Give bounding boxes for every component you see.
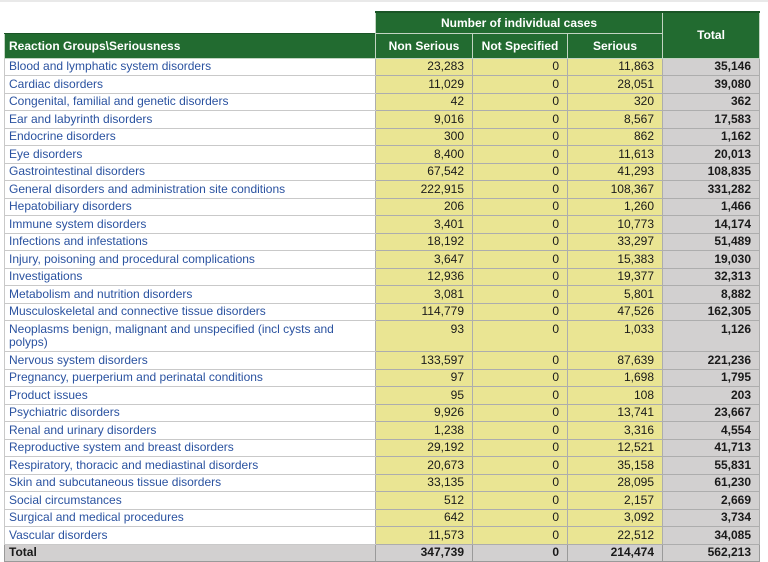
cell-not-specified: 0 (473, 58, 568, 76)
cell-not-specified: 0 (473, 509, 568, 527)
table-row (5, 111, 760, 129)
column-header-non-serious: Non Serious (376, 33, 473, 58)
column-header-not-specified: Not Specified (473, 33, 568, 58)
row-label-header: Reaction Groups\Seriousness (5, 33, 376, 58)
cell-total: 203 (663, 387, 760, 405)
reaction-group-link[interactable]: Ear and labyrinth disorders (5, 111, 376, 129)
cell-serious: 87,639 (568, 352, 663, 370)
cell-total: 14,174 (663, 216, 760, 234)
cell-non-serious: 18,192 (376, 233, 473, 251)
reaction-group-link[interactable]: Endocrine disorders (5, 128, 376, 146)
header-spacer (5, 12, 376, 33)
table-row (5, 146, 760, 164)
cell-non-serious: 11,029 (376, 76, 473, 94)
cell-total: 1,795 (663, 369, 760, 387)
cell-not-specified: 0 (473, 422, 568, 440)
total-column-header: Total (663, 12, 760, 58)
cell-not-specified: 0 (473, 527, 568, 545)
table-row (5, 181, 760, 199)
cell-serious: 5,801 (568, 286, 663, 304)
reaction-group-link[interactable]: Cardiac disorders (5, 76, 376, 94)
cell-serious: 12,521 (568, 439, 663, 457)
cell-total: 8,882 (663, 286, 760, 304)
cell-non-serious: 3,647 (376, 251, 473, 269)
reaction-group-link[interactable]: Reproductive system and breast disorders (5, 439, 376, 457)
cell-total: 32,313 (663, 268, 760, 286)
cell-not-specified: 0 (473, 404, 568, 422)
cell-non-serious: 29,192 (376, 439, 473, 457)
cell-non-serious: 3,401 (376, 216, 473, 234)
cell-non-serious: 33,135 (376, 474, 473, 492)
cell-serious: 28,095 (568, 474, 663, 492)
reaction-group-link[interactable]: Eye disorders (5, 146, 376, 164)
cell-total: 3,734 (663, 509, 760, 527)
table-row (5, 422, 760, 440)
cell-non-serious: 222,915 (376, 181, 473, 199)
reaction-group-link[interactable]: Injury, poisoning and procedural complications (5, 251, 376, 269)
cell-not-specified: 0 (473, 474, 568, 492)
table-row (5, 369, 760, 387)
table-row (5, 76, 760, 94)
reaction-group-link[interactable]: Product issues (5, 387, 376, 405)
table-row (5, 216, 760, 234)
reaction-group-link[interactable]: Neoplasms benign, malignant and unspecified (incl cysts and polyps) (5, 321, 376, 352)
table-row (5, 251, 760, 269)
reaction-group-link[interactable]: Musculoskeletal and connective tissue disorders (5, 303, 376, 321)
cell-serious: 1,698 (568, 369, 663, 387)
cell-serious: 22,512 (568, 527, 663, 545)
cell-not-specified: 0 (473, 303, 568, 321)
cell-non-serious: 206 (376, 198, 473, 216)
reaction-group-link[interactable]: Respiratory, thoracic and mediastinal disorders (5, 457, 376, 475)
total-grand: 562,213 (663, 544, 760, 562)
cell-serious: 11,613 (568, 146, 663, 164)
cell-total: 1,466 (663, 198, 760, 216)
cell-not-specified: 0 (473, 233, 568, 251)
cell-non-serious: 1,238 (376, 422, 473, 440)
table-row (5, 286, 760, 304)
reaction-group-link[interactable]: Blood and lymphatic system disorders (5, 58, 376, 76)
cell-total: 61,230 (663, 474, 760, 492)
cell-not-specified: 0 (473, 111, 568, 129)
table-row (5, 303, 760, 321)
reaction-group-link[interactable]: Renal and urinary disorders (5, 422, 376, 440)
cell-serious: 3,316 (568, 422, 663, 440)
table-row (5, 268, 760, 286)
reaction-group-link[interactable]: Immune system disorders (5, 216, 376, 234)
cell-not-specified: 0 (473, 198, 568, 216)
cell-serious: 28,051 (568, 76, 663, 94)
cell-non-serious: 12,936 (376, 268, 473, 286)
cell-non-serious: 9,016 (376, 111, 473, 129)
column-header-serious: Serious (568, 33, 663, 58)
cell-not-specified: 0 (473, 387, 568, 405)
table-row (5, 527, 760, 545)
cell-non-serious: 642 (376, 509, 473, 527)
cell-non-serious: 114,779 (376, 303, 473, 321)
cell-not-specified: 0 (473, 251, 568, 269)
cell-total: 41,713 (663, 439, 760, 457)
cell-serious: 15,383 (568, 251, 663, 269)
cases-by-reaction-group-table (4, 11, 760, 562)
cell-serious: 108 (568, 387, 663, 405)
reaction-group-link[interactable]: Investigations (5, 268, 376, 286)
cell-non-serious: 133,597 (376, 352, 473, 370)
cell-non-serious: 97 (376, 369, 473, 387)
cell-not-specified: 0 (473, 439, 568, 457)
header-row-columns (5, 33, 760, 58)
cell-total: 4,554 (663, 422, 760, 440)
cell-not-specified: 0 (473, 128, 568, 146)
cell-total: 55,831 (663, 457, 760, 475)
table-row (5, 128, 760, 146)
cell-not-specified: 0 (473, 146, 568, 164)
reaction-group-link[interactable]: Infections and infestations (5, 233, 376, 251)
cell-serious: 35,158 (568, 457, 663, 475)
cell-serious: 13,741 (568, 404, 663, 422)
cell-total: 39,080 (663, 76, 760, 94)
cell-non-serious: 42 (376, 93, 473, 111)
cell-serious: 862 (568, 128, 663, 146)
cell-serious: 108,367 (568, 181, 663, 199)
cell-total: 51,489 (663, 233, 760, 251)
cell-serious: 320 (568, 93, 663, 111)
cell-total: 1,162 (663, 128, 760, 146)
table-row (5, 163, 760, 181)
reaction-group-link[interactable]: Social circumstances (5, 492, 376, 510)
reaction-group-link[interactable]: Metabolism and nutrition disorders (5, 286, 376, 304)
cell-not-specified: 0 (473, 216, 568, 234)
reaction-group-link[interactable]: General disorders and administration site conditions (5, 181, 376, 199)
table-row (5, 321, 760, 352)
cell-serious: 11,863 (568, 58, 663, 76)
table-row (5, 404, 760, 422)
cell-serious: 10,773 (568, 216, 663, 234)
table-row (5, 457, 760, 475)
cell-total: 23,667 (663, 404, 760, 422)
table-row (5, 58, 760, 76)
cell-serious: 19,377 (568, 268, 663, 286)
cell-not-specified: 0 (473, 181, 568, 199)
cell-serious: 33,297 (568, 233, 663, 251)
reaction-group-link[interactable]: Surgical and medical procedures (5, 509, 376, 527)
total-non-serious: 347,739 (376, 544, 473, 562)
cell-serious: 1,260 (568, 198, 663, 216)
cell-non-serious: 11,573 (376, 527, 473, 545)
table-row (5, 474, 760, 492)
cell-non-serious: 512 (376, 492, 473, 510)
cell-non-serious: 67,542 (376, 163, 473, 181)
cell-serious: 41,293 (568, 163, 663, 181)
cell-serious: 1,033 (568, 321, 663, 352)
cell-non-serious: 3,081 (376, 286, 473, 304)
cell-non-serious: 8,400 (376, 146, 473, 164)
reaction-group-link[interactable]: Psychiatric disorders (5, 404, 376, 422)
reaction-group-link[interactable]: Gastrointestinal disorders (5, 163, 376, 181)
cell-total: 35,146 (663, 58, 760, 76)
table-row (5, 198, 760, 216)
cell-total: 19,030 (663, 251, 760, 269)
cell-not-specified: 0 (473, 163, 568, 181)
table-row (5, 492, 760, 510)
cell-not-specified: 0 (473, 457, 568, 475)
cell-not-specified: 0 (473, 93, 568, 111)
cell-total: 221,236 (663, 352, 760, 370)
cell-non-serious: 93 (376, 321, 473, 352)
cell-not-specified: 0 (473, 492, 568, 510)
cell-not-specified: 0 (473, 321, 568, 352)
cell-non-serious: 23,283 (376, 58, 473, 76)
cases-group-header: Number of individual cases (376, 12, 663, 33)
cell-non-serious: 9,926 (376, 404, 473, 422)
cell-total: 1,126 (663, 321, 760, 352)
reaction-group-link[interactable]: Congenital, familial and genetic disorders (5, 93, 376, 111)
cell-not-specified: 0 (473, 76, 568, 94)
table-row (5, 509, 760, 527)
reaction-group-link[interactable]: Skin and subcutaneous tissue disorders (5, 474, 376, 492)
cell-total: 331,282 (663, 181, 760, 199)
cell-not-specified: 0 (473, 286, 568, 304)
table-row (5, 233, 760, 251)
table-row (5, 352, 760, 370)
cell-not-specified: 0 (473, 369, 568, 387)
table-row (5, 93, 760, 111)
cell-total: 2,669 (663, 492, 760, 510)
cell-not-specified: 0 (473, 352, 568, 370)
reaction-group-link[interactable]: Nervous system disorders (5, 352, 376, 370)
cell-total: 20,013 (663, 146, 760, 164)
table-body (5, 58, 760, 544)
top-edge (0, 0, 768, 2)
reaction-group-link[interactable]: Vascular disorders (5, 527, 376, 545)
cell-non-serious: 20,673 (376, 457, 473, 475)
table-row (5, 387, 760, 405)
reaction-group-link[interactable]: Pregnancy, puerperium and perinatal conditions (5, 369, 376, 387)
cell-total: 162,305 (663, 303, 760, 321)
cell-non-serious: 95 (376, 387, 473, 405)
total-row-label: Total (5, 544, 376, 562)
report-area (4, 11, 760, 562)
cell-total: 362 (663, 93, 760, 111)
header-row-group (5, 12, 760, 33)
cell-serious: 47,526 (568, 303, 663, 321)
cell-not-specified: 0 (473, 268, 568, 286)
total-serious: 214,474 (568, 544, 663, 562)
cell-total: 34,085 (663, 527, 760, 545)
cell-serious: 2,157 (568, 492, 663, 510)
total-row (5, 544, 760, 562)
cell-non-serious: 300 (376, 128, 473, 146)
reaction-group-link[interactable]: Hepatobiliary disorders (5, 198, 376, 216)
cell-total: 108,835 (663, 163, 760, 181)
cell-serious: 3,092 (568, 509, 663, 527)
cell-serious: 8,567 (568, 111, 663, 129)
table-row (5, 439, 760, 457)
total-not-specified: 0 (473, 544, 568, 562)
cell-total: 17,583 (663, 111, 760, 129)
